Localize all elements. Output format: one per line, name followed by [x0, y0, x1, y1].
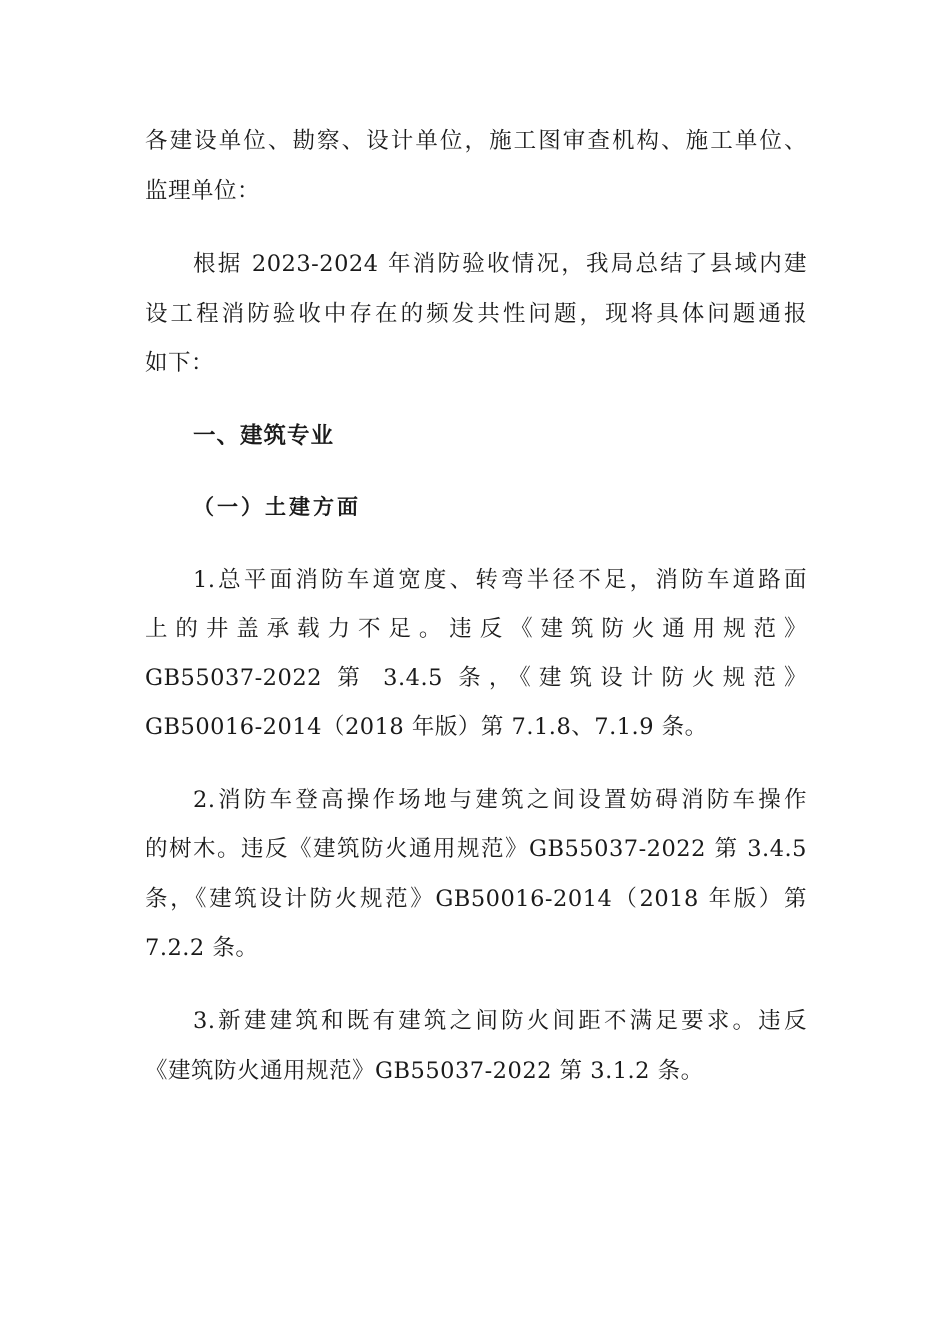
item-1-line-2: 上的井盖承载力不足。违反《建筑防火通用规范》 — [145, 616, 807, 642]
item-3-line-2: 《建筑防火通用规范》GB55037-2022 第 3.1.2 条。 — [145, 1058, 704, 1084]
intro-line-1: 根据 2023-2024 年消防验收情况，我局总结了县域内建 — [193, 251, 807, 277]
salutation-line-1: 各建设单位、勘察、设计单位，施工图审查机构、施工单位、 — [145, 128, 807, 154]
item-2-line-2: 的树木。违反《建筑防火通用规范》GB55037-2022 第 3.4.5 — [145, 836, 807, 862]
item-2-line-4: 7.2.2 条。 — [145, 935, 259, 961]
item-3-line-1: 3.新建建筑和既有建筑之间防火间距不满足要求。违反 — [193, 1008, 807, 1034]
intro-line-2: 设工程消防验收中存在的频发共性问题，现将具体问题通报 — [145, 301, 807, 327]
item-1-line-3: GB55037-2022 第 3.4.5 条，《建筑设计防火规范》 — [145, 665, 807, 691]
section-heading: 一、建筑专业 — [193, 423, 335, 449]
item-2-line-1: 2.消防车登高操作场地与建筑之间设置妨碍消防车操作 — [193, 787, 807, 813]
item-2-line-3: 条，《建筑设计防火规范》GB50016-2014（2018 年版）第 — [145, 886, 807, 912]
item-1-line-1: 1.总平面消防车道宽度、转弯半径不足，消防车道路面 — [193, 567, 807, 593]
intro-line-3: 如下： — [145, 350, 215, 376]
salutation-line-2: 监理单位： — [145, 178, 261, 204]
subsection-heading: （一）土建方面 — [193, 494, 361, 519]
item-1-line-4: GB50016-2014（2018 年版）第 7.1.8、7.1.9 条。 — [145, 714, 708, 740]
